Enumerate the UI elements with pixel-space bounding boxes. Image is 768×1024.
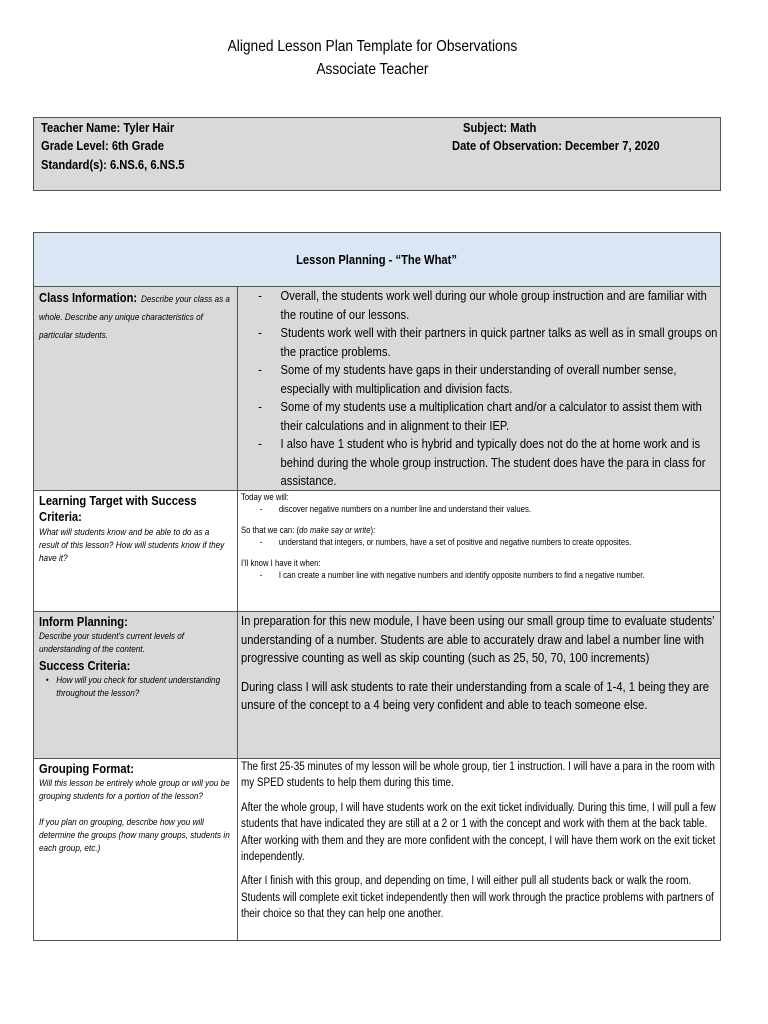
- grouping-format-label: Grouping Format:: [39, 761, 135, 776]
- success-criteria-label: Success Criteria:: [39, 658, 131, 673]
- grouping-para-2: After the whole group, I will have students work on the exit ticket individually. During this time, I will pull a few students that have indicated they are still at a 2 or 1 with the concept and work with them at the back table. After working with them and they are more confident with the concept, I will have them work on the exit ticket independently.: [241, 801, 716, 864]
- grouping-para-3: After I finish with this group, and depending on time, I will either pull all students back or walk the room. Students will complete exit ticket independently then will work through the practice problems with partners of their choice so that they can help one another.: [241, 875, 714, 921]
- class-info-item: - Overall, the students work well during our whole group instruction and are familiar with the routine of our lessons.: [241, 287, 724, 324]
- so-that-label: So that we can: (do make say or write):: [241, 525, 376, 535]
- standards: Standard(s): 6.NS.6, 6.NS.5: [41, 157, 185, 172]
- inform-planning-label: Inform Planning:: [39, 614, 128, 629]
- grouping-format-desc-1: Will this lesson be entirely whole group or will you be grouping students for a portion of the lesson?: [39, 778, 230, 802]
- grouping-format-label-cell: [34, 759, 238, 940]
- know-label: I’ll know I have it when:: [241, 558, 321, 568]
- know-item: - I can create a number line with negative numbers and identify opposite numbers to find a negative number.: [241, 569, 716, 581]
- success-criteria-item: • How will you check for student understanding throughout the lesson?: [39, 674, 232, 700]
- learning-target-desc: What will students know and be able to do as a result of this lesson? How will students know if they have it?: [39, 527, 225, 564]
- learning-target-label-cell: [34, 491, 238, 611]
- inform-planning-label-cell: [34, 612, 238, 758]
- class-information-label: Class Information:: [39, 290, 138, 305]
- grouping-format-desc-2: If you plan on grouping, describe how you will determine the groups (how many groups, students in each group, etc.): [39, 817, 230, 854]
- learning-target-label: Learning Target with Success Criteria:: [39, 493, 197, 524]
- lesson-planning-title: Lesson Planning - “The What”: [296, 252, 458, 267]
- lesson-planning-header: [34, 233, 720, 287]
- inform-planning-para-1: In preparation for this new module, I have been using our small group time to evaluate students’ understanding of a number. Students are able to accurately draw and label a number line with progressive counting as well as skip counting (such as 25, 50, 70, 100 increments): [241, 613, 715, 665]
- grouping-para-1: The first 25-35 minutes of my lesson will be whole group, tier 1 instruction. I will have a para in the room with my SPED students to help them during this time.: [241, 761, 715, 790]
- lesson-planning-table: [33, 232, 721, 941]
- class-information-content: [238, 287, 720, 490]
- teacher-name: Teacher Name: Tyler Hair: [41, 120, 175, 135]
- title-line-1: Aligned Lesson Plan Template for Observations: [227, 38, 518, 55]
- grouping-format-content: [238, 759, 720, 940]
- observation-date: Date of Observation: December 7, 2020: [452, 138, 660, 153]
- learning-target-content: [238, 491, 720, 611]
- class-info-item: - Some of my students have gaps in their understanding of overall number sense, especially with multiplication and division facts.: [241, 361, 724, 398]
- class-information-desc: Describe your class as a whole. Describe any unique characteristics of particular students.: [39, 294, 230, 341]
- learning-target-row: [34, 491, 720, 612]
- class-information-row: [34, 287, 720, 491]
- inform-planning-content: [238, 612, 720, 758]
- class-info-item: - Students work well with their partners in quick partner talks as well as in small groups on the practice problems.: [241, 324, 724, 361]
- inform-planning-para-2: During class I will ask students to rate their understanding from a scale of 1-4, 1 being they are unsure of the concept to a 4 being very confident and able to teach someone else.: [241, 678, 709, 712]
- grouping-format-row: [34, 759, 720, 940]
- document-title: [52, 35, 693, 81]
- grade-level: Grade Level: 6th Grade: [41, 138, 165, 153]
- class-info-item: - Some of my students use a multiplication chart and/or a calculator to assist them with their calculations and in alignment to their IEP.: [241, 398, 724, 435]
- so-that-item: - understand that integers, or numbers, have a set of positive and negative numbers to create opposites.: [241, 536, 716, 548]
- today-item: - discover negative numbers on a number line and understand their values.: [241, 503, 716, 515]
- class-info-item: - I also have 1 student who is hybrid and typically does not do the at home work and is behind during the whole group instruction. The student does have the para in class for assistance.: [241, 435, 724, 491]
- inform-planning-row: [34, 612, 720, 759]
- subject: Subject: Math: [463, 120, 537, 135]
- inform-planning-desc: Describe your student's current levels of understanding of the content.: [39, 631, 185, 655]
- teacher-info-box: [33, 117, 721, 191]
- today-label: Today we will:: [241, 492, 289, 502]
- title-line-2: Associate Teacher: [316, 61, 429, 78]
- class-information-label-cell: [34, 287, 238, 490]
